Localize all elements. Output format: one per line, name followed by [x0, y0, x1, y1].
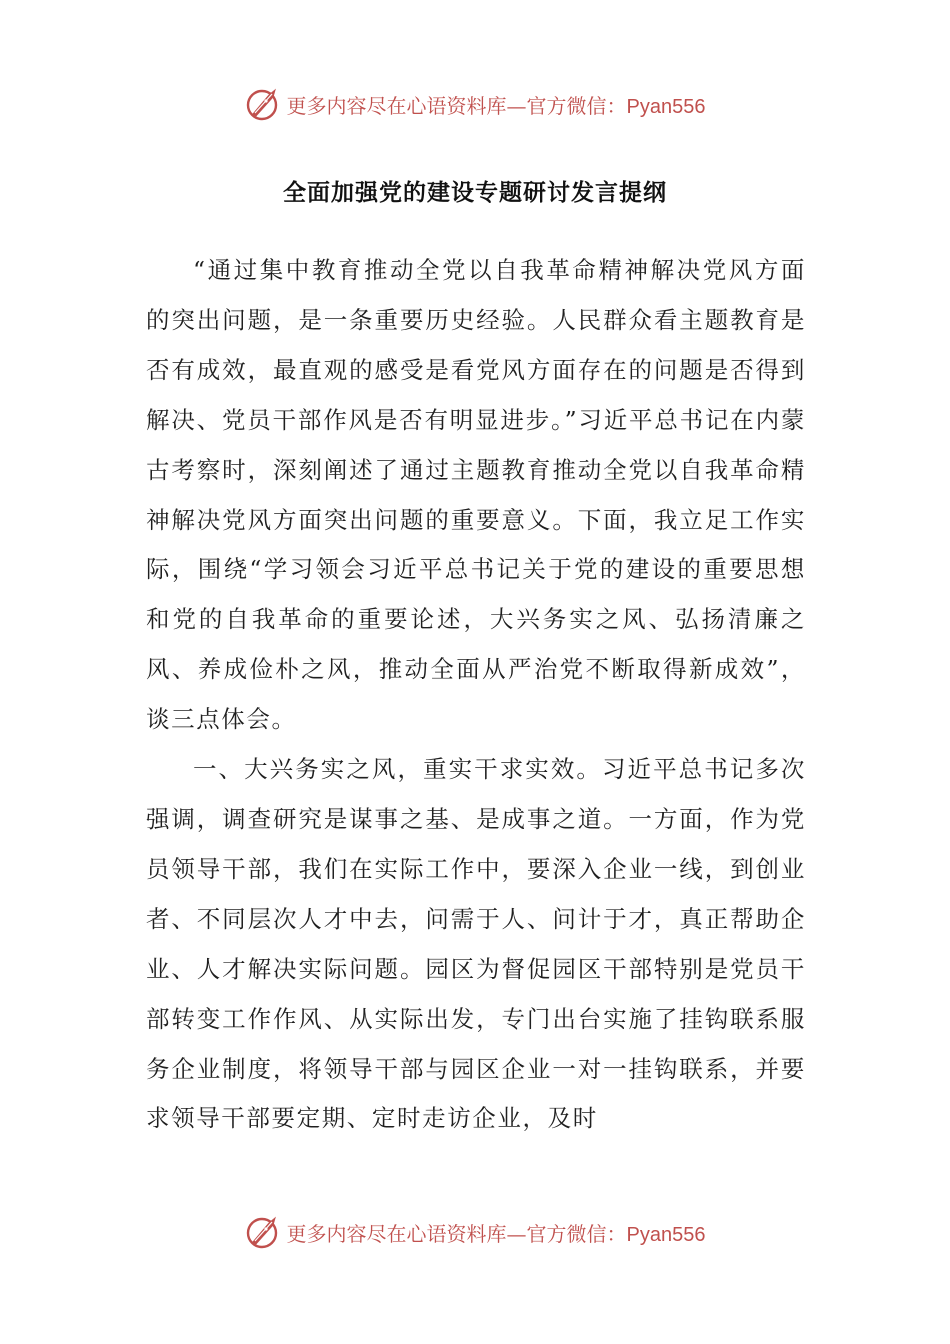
header-wechat-id: Pyan556: [626, 95, 706, 118]
document-title: 全面加强党的建设专题研讨发言提纲: [283, 180, 667, 206]
footer-wechat-id: Pyan556: [626, 1223, 706, 1246]
footer-banner: [0, 1212, 950, 1252]
header-banner: [0, 84, 950, 124]
pen-nib-logo-icon: [245, 1214, 281, 1250]
paragraph-intro: “通过集中教育推动全党以自我革命精神解决党风方面的突出问题，是一条重要历史经验。人民群众看主题教育是否有成效，最直观的感受是看党风方面存在的问题是否得到解决、党员干部作风是否有明显进步。”习近平总书记在内蒙古考察时，深刻阐述了通过主题教育推动全党以自我革命精神解决党风方面突出问题的重要意义。下面，我立足工作实际，围绕“学习领会习近平总书记关于党的建设的重要思想和党的自我革命的重要论述，大兴务实之风、弘扬清廉之风、养成俭朴之风，推动全面从严治党不断取得新成效”，谈三点体会。: [146, 256, 806, 734]
footer-banner-text: 更多内容尽在心语资料库—官方微信：Pyan556: [286, 1221, 706, 1246]
header-banner-text: 更多内容尽在心语资料库—官方微信：Pyan556: [286, 93, 706, 118]
document-body: [146, 246, 806, 1144]
pen-nib-logo-icon: [245, 86, 281, 122]
paragraph-section-one: 一、大兴务实之风，重实干求实效。习近平总书记多次强调，调查研究是谋事之基、是成事之道。一方面，作为党员领导干部，我们在实际工作中，要深入企业一线，到创业者、不同层次人才中去，问需于人、问计于才，真正帮助企业、人才解决实际问题。园区为督促园区干部特别是党员干部转变工作作风、从实际出发，专门出台实施了挂钩联系服务企业制度，将领导干部与园区企业一对一挂钩联系，并要求领导干部要定期、定时走访企业，及时: [146, 755, 806, 1133]
